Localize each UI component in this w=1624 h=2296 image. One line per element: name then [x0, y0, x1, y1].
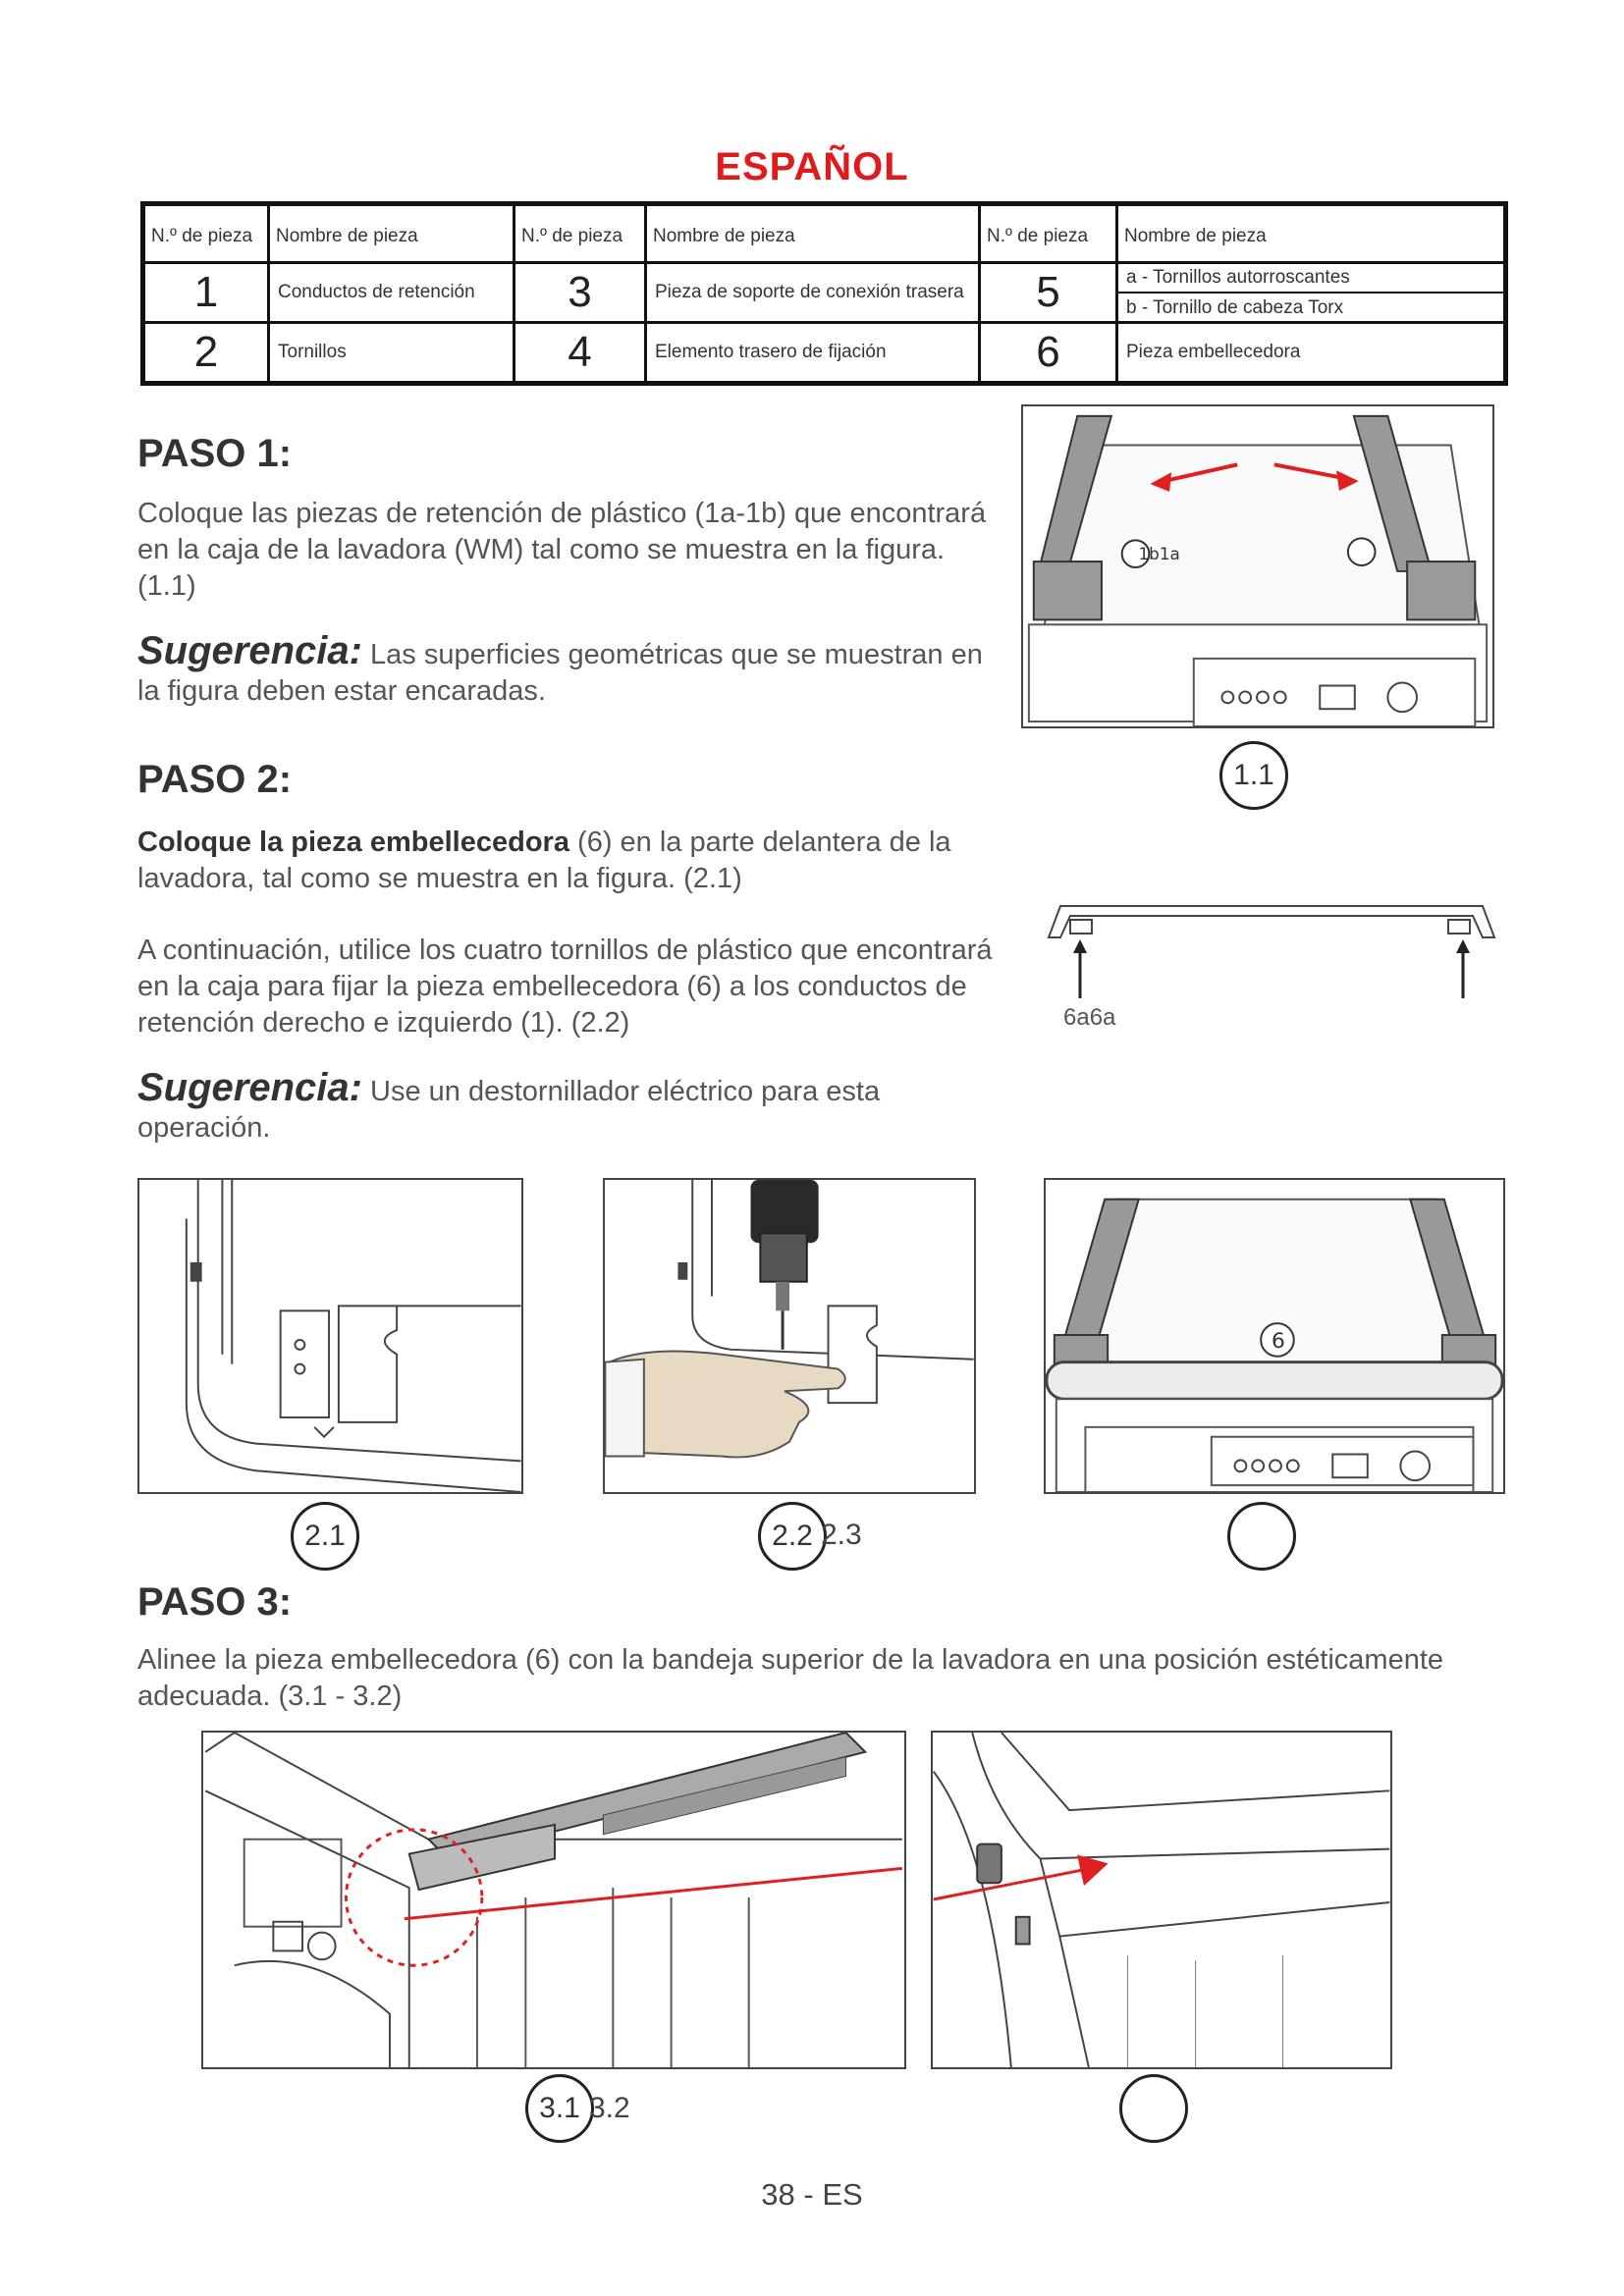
figure-2-2 [603, 1178, 976, 1494]
paso1-heading: PASO 1: [137, 432, 293, 475]
part-name-split [1117, 263, 1506, 322]
paso2-tip [137, 1066, 1001, 1147]
trim-corner-illustration [139, 1180, 521, 1492]
part-name: Conductos de retención [269, 263, 514, 322]
paso1-text: Coloque las piezas de retención de plástico (1a-1b) que encontrará en la caja de la lavadora (WM) tal como se muestra en la figura. (1.1) [137, 498, 987, 602]
part-name: Pieza de soporte de conexión trasera [646, 263, 980, 322]
part-number: 5 [980, 263, 1117, 322]
page-title: ESPAÑOL [715, 145, 909, 188]
header-cell: N.º de pieza [514, 204, 646, 263]
figure-2-3 [1044, 1178, 1505, 1494]
part-label-6a: 6a6a [1063, 1004, 1116, 1031]
figure-badge: 1.1 [1219, 741, 1288, 810]
paso2-text [137, 825, 1011, 897]
washer-top-rails-illustration [1023, 406, 1492, 726]
figure-extra-label: 2.3 [821, 1519, 862, 1551]
washer-corner-alignment-illustration [203, 1733, 904, 2067]
figure-badge: 2.2 [758, 1502, 827, 1571]
paso3-heading: PASO 3: [137, 1580, 293, 1624]
paso2-text-bold: Coloque la pieza embellecedora [137, 827, 569, 858]
page-number: 38 - ES [761, 2177, 863, 2212]
drill-screwing-illustration [605, 1180, 974, 1492]
paso2-heading: PASO 2: [137, 758, 293, 801]
washer-corner-closeup-illustration [933, 1733, 1390, 2067]
parts-table-header [143, 204, 1506, 263]
part-name: Elemento trasero de fijación [646, 322, 980, 383]
header-cell: Nombre de pieza [1117, 204, 1506, 263]
part-name-a: a - Tornillos autorroscantes [1118, 265, 1503, 294]
paso3-text: Alinee la pieza embellecedora (6) con la bandeja superior de la lavadora en una posición estéticamente adecuada. (3.1 - 3.2) [137, 1644, 1444, 1712]
figure-badge-empty [1227, 1502, 1296, 1571]
washer-with-trim-illustration [1046, 1180, 1503, 1492]
tip-label: Sugerencia: [137, 629, 362, 672]
figure-1-1 [1021, 404, 1494, 728]
part-number: 3 [514, 263, 646, 322]
tip-label: Sugerencia: [137, 1066, 362, 1109]
part-number: 4 [514, 322, 646, 383]
header-cell: N.º de pieza [143, 204, 269, 263]
tip-text: Use un destornillador eléctrico para esta operación. [137, 1076, 881, 1144]
part-number: 6 [980, 322, 1117, 383]
table-row [143, 263, 1506, 322]
paso1-tip [137, 629, 1001, 710]
header-cell: N.º de pieza [980, 204, 1117, 263]
paso2-text-rest: (6) en la parte delantera de la lavadora, tal como se muestra en la figura. (2.1) [137, 827, 951, 894]
figure-3-2 [931, 1731, 1392, 2069]
trim-piece-illustration [1041, 888, 1502, 1006]
figure-badge: 3.1 [525, 2074, 594, 2143]
figure-2-1 [137, 1178, 523, 1494]
figure-extra-label: 3.2 [589, 2092, 630, 2124]
part-number: 1 [143, 263, 269, 322]
tip-text: Las superficies geométricas que se muestran en la figura deben estar encaradas. [137, 639, 983, 707]
fig23-part-label: 6 [1272, 1328, 1285, 1354]
paso2-text2: A continuación, utilice los cuatro tornillos de plástico que encontrará en la caja para fijar la pieza embellecedora (6) a los conductos de retención derecho e izquierdo (1). (2.2) [137, 934, 993, 1039]
fig11-part-label: 1b1a [1138, 544, 1180, 564]
part-name: Tornillos [269, 322, 514, 383]
part-number: 2 [143, 322, 269, 383]
part-name: Pieza embellecedora [1117, 322, 1506, 383]
figure-3-1 [201, 1731, 906, 2069]
header-cell: Nombre de pieza [269, 204, 514, 263]
figure-badge-empty [1119, 2074, 1188, 2143]
table-row [143, 322, 1506, 383]
part-name-b: b - Tornillo de cabeza Torx [1126, 296, 1344, 318]
header-cell: Nombre de pieza [646, 204, 980, 263]
parts-table [140, 201, 1508, 386]
figure-badge: 2.1 [291, 1502, 359, 1571]
